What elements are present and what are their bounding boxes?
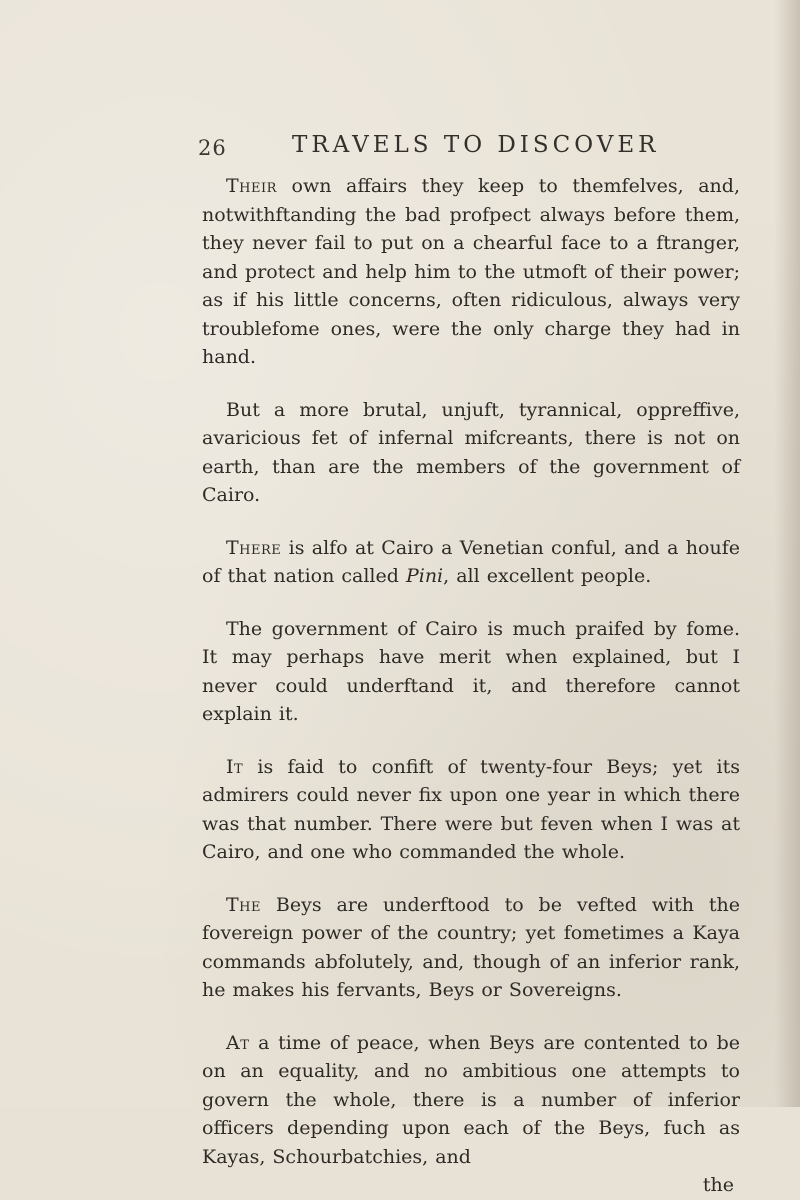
paragraph-text: is faid to confift of twenty-four Beys; yet its admirers could never fix upon one year in which there was that number. There were but feven when I was at Cairo, and one who commanded the whole. bbox=[202, 755, 740, 863]
paragraph-text: a time of peace, when Beys are contented to be on an equality, and no ambitious one attempts to govern the whole, there is a number of inferior officers depending upon each of the Beys, fuch as Kayas, Schourbatchies, and bbox=[202, 1031, 740, 1168]
paragraph-text: Beys are underftood to be vefted with the fovereign power of the country; yet fometimes a Kaya commands abfolutely, and, though of an inferior rank, he makes his fervants, Beys or Sovereigns. bbox=[202, 893, 740, 1001]
paragraph-4 bbox=[202, 615, 740, 729]
paragraph-text: own affairs they keep to themfelves, and, notwithftanding the bad profpect always before them, they never fail to put on a chearful face to a ftranger, and protect and help him to the utmoft of their power; as if his little concerns, often ridiculous, always very troublefome ones, were the only charge they had in hand. bbox=[202, 175, 740, 368]
paragraph-lead: At bbox=[226, 1031, 250, 1054]
paragraph-6 bbox=[202, 891, 740, 1005]
page-header bbox=[198, 128, 660, 168]
catchword: the bbox=[702, 1174, 734, 1196]
paragraph-lead: There bbox=[226, 536, 282, 559]
page-edge-shadow bbox=[774, 0, 800, 1107]
paragraph-text-end: , all excellent people. bbox=[443, 565, 652, 587]
paragraph-lead: Their bbox=[226, 175, 277, 197]
body-text bbox=[202, 172, 740, 1200]
page-number: 26 bbox=[198, 136, 227, 160]
paragraph-1 bbox=[202, 172, 740, 372]
paragraph-2 bbox=[202, 396, 740, 510]
paragraph-5 bbox=[202, 753, 740, 867]
paragraph-text: But a more brutal, unjuft, tyrannical, oppreffive, avaricious fet of infernal mifcreants, there is not on earth, than are the members of the government of Cairo. bbox=[202, 398, 740, 506]
paragraph-lead: It bbox=[226, 755, 244, 778]
paragraph-7 bbox=[202, 1029, 740, 1172]
paragraph-3 bbox=[202, 534, 740, 591]
running-head: TRAVELS TO DISCOVER bbox=[292, 132, 660, 158]
paragraph-text: The government of Cairo is much praifed by fome. It may perhaps have merit when explained, but I never could underftand it, and therefore cannot explain it. bbox=[202, 617, 740, 725]
italic-name: Pini bbox=[405, 565, 444, 587]
paragraph-text: is alfo at Cairo a Venetian conful, and a houfe of that nation called bbox=[202, 536, 740, 587]
paragraph-lead: The bbox=[226, 893, 261, 916]
